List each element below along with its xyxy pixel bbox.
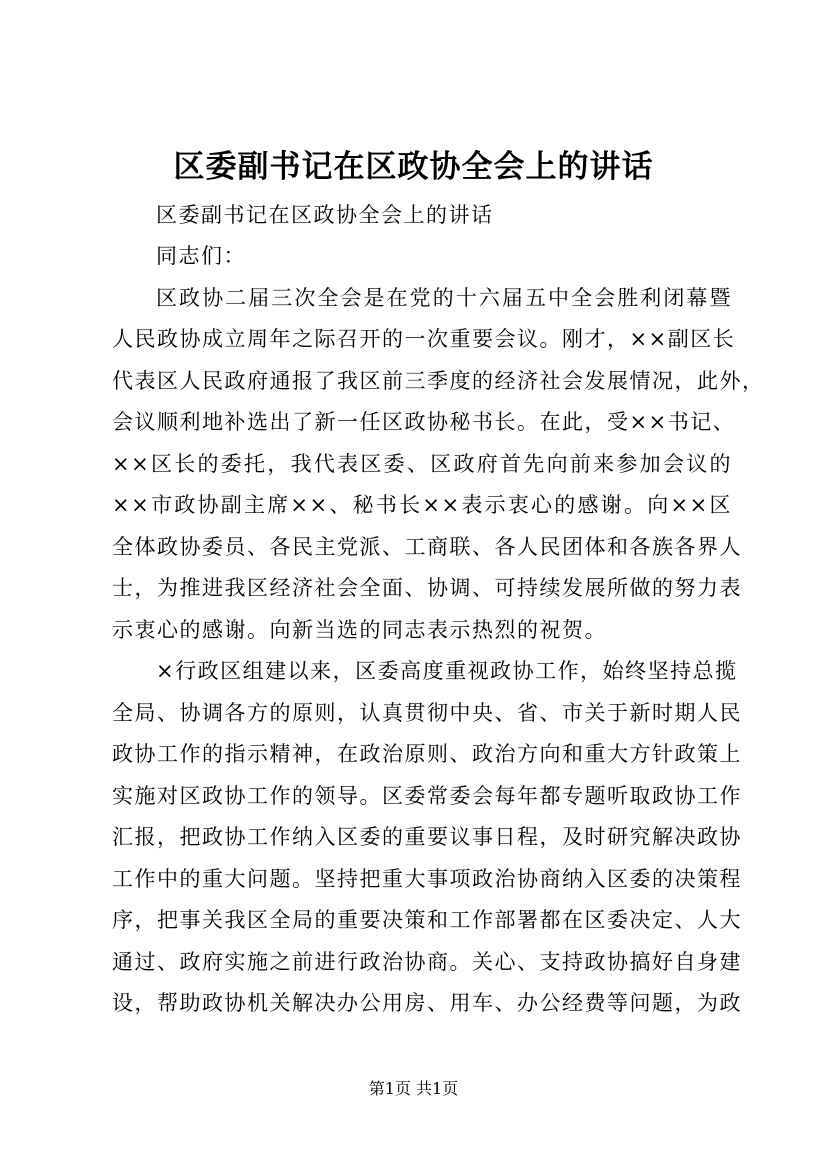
paragraph-line: 汇报，把政协工作纳入区委的重要议事日程，及时研究解决政协	[112, 825, 742, 849]
paragraph-line: 序，把事关我区全局的重要决策和工作部署都在区委决定、人大	[112, 908, 742, 932]
paragraph-line: 全局、协调各方的原则，认真贯彻中央、省、市关于新时期人民	[112, 701, 742, 725]
paragraph-line: 会议顺利地补选出了新一任区政协秘书长。在此，受××书记、	[112, 410, 736, 434]
paragraph-line: 区政协二届三次全会是在党的十六届五中全会胜利闭幕暨	[156, 286, 732, 310]
paragraph-line: ××市政协副主席××、秘书长××表示衷心的感谢。向××区	[112, 493, 732, 517]
paragraph-line: 通过、政府实施之前进行政治协商。关心、支持政协搞好自身建	[112, 950, 742, 974]
subtitle-line: 区委副书记在区政协全会上的讲话	[156, 203, 494, 227]
paragraph-line: ×行政区组建以来，区委高度重视政协工作，始终坚持总揽	[156, 659, 738, 683]
paragraph-line: 士，为推进我区经济社会全面、协调、可持续发展所做的努力表	[112, 576, 742, 600]
paragraph-line: 全体政协委员、各民主党派、工商联、各人民团体和各族各界人	[112, 535, 742, 559]
paragraph-line: 工作中的重大问题。坚持把重大事项政治协商纳入区委的决策程	[112, 867, 742, 891]
paragraph-line: ××区长的委托，我代表区委、区政府首先向前来参加会议的	[112, 452, 732, 476]
paragraph-line: 设，帮助政协机关解决办公用房、用车、办公经费等问题，为政	[112, 991, 742, 1015]
paragraph-line: 政协工作的指示精神，在政治原则、政治方向和重大方针政策上	[112, 742, 742, 766]
paragraph-line: 实施对区政协工作的领导。区委常委会每年都专题听取政协工作	[112, 784, 742, 808]
paragraph-line: 人民政协成立周年之际召开的一次重要会议。刚才，××副区长	[112, 327, 736, 351]
salutation-line: 同志们：	[156, 244, 246, 268]
page-number-footer: 第1页 共1页	[368, 1079, 459, 1098]
page-title: 区委副书记在区政协全会上的讲话	[173, 149, 654, 185]
paragraph-line: 示衷心的感谢。向新当选的同志表示热烈的祝贺。	[112, 618, 607, 642]
paragraph-line: 代表区人民政府通报了我区前三季度的经济社会发展情况，此外，	[112, 369, 765, 393]
